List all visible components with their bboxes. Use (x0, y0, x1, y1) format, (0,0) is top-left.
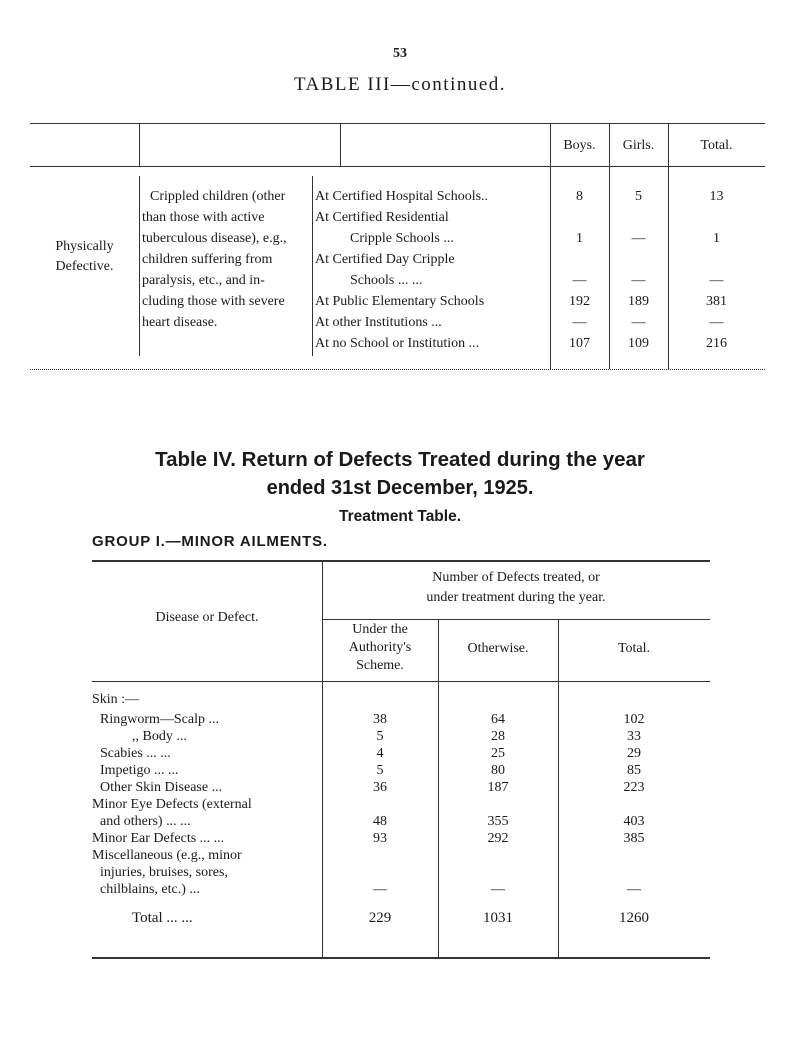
header-disease: Disease or Defect. (155, 610, 259, 625)
authority-value: 48 (373, 814, 387, 829)
location-line: Cripple Schools ... (350, 231, 454, 246)
row-label: Other Skin Disease ... (100, 780, 223, 795)
category-label: Physically (55, 239, 114, 254)
location-line: At Public Elementary Schools (315, 294, 485, 309)
authority-value: 93 (373, 831, 387, 846)
row-label: Minor Eye Defects (external (92, 797, 252, 812)
header-authority: Authority's (348, 640, 412, 655)
total-value: 1 (713, 231, 720, 246)
header-number: under treatment during the year. (426, 590, 606, 605)
rule (322, 619, 710, 620)
description-line: than those with active (142, 210, 265, 225)
header-total: Total. (700, 138, 733, 153)
table-3 (30, 123, 765, 370)
table-4 (92, 560, 710, 958)
otherwise-value: 355 (487, 814, 509, 829)
location-line: At no School or Institution ... (315, 336, 480, 351)
header-authority: Under the (352, 622, 408, 637)
page-number: 53 (393, 46, 407, 61)
description-line: paralysis, etc., and in- (142, 273, 265, 288)
girls-value: — (631, 273, 646, 288)
girls-value: 189 (628, 294, 649, 309)
total-value: 85 (627, 763, 641, 778)
authority-value: 5 (376, 763, 384, 778)
authority-value: 4 (376, 746, 384, 761)
total-value: — (709, 273, 724, 288)
total-value: 385 (623, 831, 645, 846)
boys-value: — (572, 315, 587, 330)
row-label: Scabies ... ... (100, 746, 171, 761)
location-line: At other Institutions ... (315, 315, 442, 330)
rule (312, 176, 313, 356)
section-label: Skin :— (92, 692, 140, 707)
otherwise-value: 292 (487, 831, 509, 846)
row-label: Ringworm—Scalp ... (100, 712, 219, 727)
boys-value: — (572, 273, 587, 288)
rule (340, 123, 341, 166)
total-row-label: Total ... ... (132, 910, 193, 926)
rule (30, 123, 765, 124)
table-4-subtitle: Treatment Table. (338, 508, 462, 525)
girls-value: — (631, 315, 646, 330)
total-value: — (709, 315, 724, 330)
total-value: 381 (706, 294, 727, 309)
rule (92, 681, 710, 682)
description-line: heart disease. (142, 315, 218, 330)
total-value: 216 (706, 336, 727, 351)
header-girls: Girls. (622, 138, 655, 153)
location-line: At Certified Hospital Schools.. (315, 189, 489, 204)
total-value: 13 (709, 189, 724, 204)
location-line: At Certified Day Cripple (315, 252, 455, 267)
header-total: Total. (617, 641, 651, 656)
otherwise-value: 187 (487, 780, 509, 795)
row-label: Minor Ear Defects ... ... (92, 831, 225, 846)
boys-value: 8 (576, 189, 583, 204)
rule (139, 176, 140, 356)
total-value: 403 (623, 814, 645, 829)
header-number: Number of Defects treated, or (432, 570, 600, 585)
rule (92, 957, 710, 959)
category-label: Defective. (55, 259, 114, 274)
description-line: children suffering from (142, 252, 273, 267)
total-row-authority: 229 (368, 910, 392, 926)
location-line: At Certified Residential (315, 210, 449, 225)
rule (92, 560, 710, 562)
rule (30, 166, 765, 167)
table-4-title: Table IV. Return of Defects Treated during the year (155, 448, 645, 471)
description-line: tuberculous disease), e.g., (142, 231, 287, 246)
authority-value: 5 (376, 729, 384, 744)
row-label: ,, Body ... (132, 729, 187, 744)
otherwise-value: 64 (491, 712, 505, 727)
header-boys: Boys. (563, 138, 596, 153)
authority-value: — (373, 882, 387, 897)
girls-value: 109 (628, 336, 649, 351)
rule (139, 123, 140, 166)
total-value: 29 (627, 746, 641, 761)
group-heading: GROUP I.—MINOR AILMENTS. (92, 533, 328, 550)
total-value: 33 (627, 729, 641, 744)
row-label: and others) ... ... (100, 814, 191, 829)
otherwise-value: 25 (491, 746, 505, 761)
boys-value: 1 (576, 231, 583, 246)
girls-value: 5 (635, 189, 642, 204)
total-value: 223 (623, 780, 645, 795)
header-otherwise: Otherwise. (467, 641, 529, 656)
description-line: Crippled children (other (150, 189, 286, 204)
row-label: Miscellaneous (e.g., minor (92, 848, 242, 863)
description-line: cluding those with severe (142, 294, 285, 309)
total-row-total: 1260 (619, 910, 649, 926)
boys-value: 107 (569, 336, 590, 351)
location-line: Schools ... ... (350, 273, 423, 288)
otherwise-value: 80 (491, 763, 505, 778)
otherwise-value: — (491, 882, 505, 897)
authority-value: 36 (373, 780, 387, 795)
authority-value: 38 (373, 712, 387, 727)
row-label: injuries, bruises, sores, (100, 865, 228, 880)
header-authority: Scheme. (356, 658, 404, 673)
girls-value: — (631, 231, 646, 246)
row-label: Impetigo ... ... (100, 763, 179, 778)
total-value: 102 (623, 712, 645, 727)
total-value: — (627, 882, 641, 897)
table-3-title: TABLE III—continued. (293, 74, 507, 95)
boys-value: 192 (569, 294, 590, 309)
rule (30, 369, 765, 370)
row-label: chilblains, etc.) ... (100, 882, 200, 897)
total-row-otherwise: 1031 (483, 910, 513, 926)
table-4-title-line2: ended 31st December, 1925. (266, 477, 534, 499)
otherwise-value: 28 (491, 729, 505, 744)
